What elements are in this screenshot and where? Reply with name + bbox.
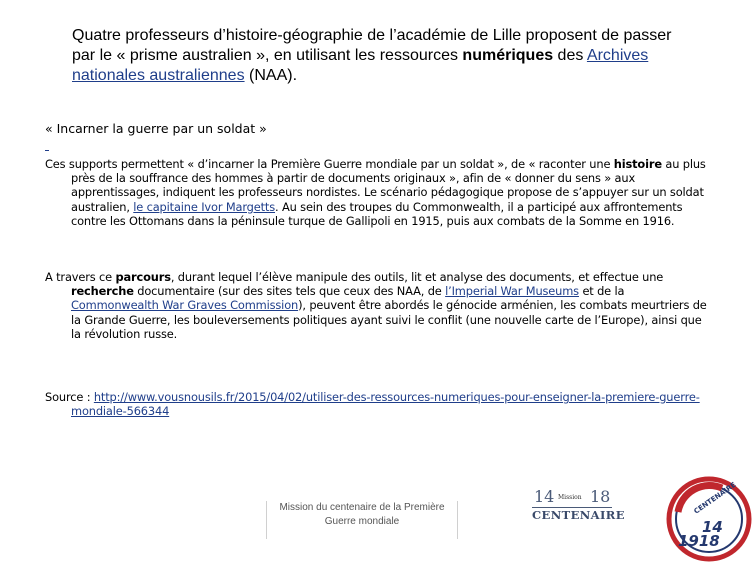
captain-margetts-link[interactable]: le capitaine Ivor Margetts — [133, 199, 276, 214]
p1-text-b: au plus près de la souffrance des hommes à partir de documents originaux », afin de « donner du sens » aux apprentissages, indiquent les professeurs nordistes. Le scénario pédagogique propose de s’appuyer sur un soldat australien, — [71, 157, 706, 214]
intro-paragraph — [72, 26, 682, 86]
p2-text-d: et de la — [578, 284, 625, 299]
p2-text-e: ), peuvent être abordés le génocide arménien, les combats meurtriers de la Grande Guerre, les bouleversements politiques ayant suivi le conflit (une nouvelle carte de l’Europe), ainsi que la révolution russe. — [71, 298, 707, 341]
p1-bold-histoire: histoire — [613, 157, 662, 171]
footer-line-1: Mission du centenaire de la Première — [279, 502, 445, 513]
imperial-war-museums-link[interactable]: l’Imperial War Museums — [445, 284, 579, 299]
cwgc-link[interactable]: Commonwealth War Graves Commission — [71, 298, 299, 313]
p2-text-b: , durant lequel l’élève manipule des outils, lit et analyse des documents, et effectue une — [170, 270, 664, 284]
p1-text-a: Ces supports permettent « d’incarner la Première Guerre mondiale par un soldat », de « raconter une — [45, 157, 614, 171]
intro-bold-numeriques: numériques — [462, 47, 554, 64]
seal-year-a: 14 — [702, 518, 723, 536]
seal-ring-text: CENTENAIRE — [692, 480, 738, 516]
footer-line-2: Guerre mondiale — [324, 516, 400, 527]
logo-mission: Mission — [558, 494, 582, 501]
footer-caption — [266, 501, 458, 539]
source-url-link[interactable]: http://www.vousnousils.fr/2015/04/02/utiliser-des-ressources-numeriques-pour-enseigner-la-premiere-guerre-mondiale-566344 — [71, 390, 700, 419]
intro-text-des: des — [553, 47, 587, 64]
section-heading: « Incarner la guerre par un soldat » — [45, 121, 267, 136]
centenaire-logo — [532, 487, 625, 523]
source-line — [45, 390, 709, 418]
p2-text-c: documentaire (sur des sites tels que ceux des NAA, de — [133, 284, 446, 299]
logo-year-end: 18 — [590, 487, 611, 506]
p1-text-c: . Au sein des troupes du Commonwealth, il a participé aux affrontements contre les Ottomans dans la péninsule turque de Gallipoli en 1915, puis aux combats de la Somme en 1916. — [71, 199, 683, 228]
naa-link[interactable]: Archives nationales australiennes — [72, 47, 649, 84]
intro-tail: (NAA). — [244, 67, 298, 84]
source-label: Source : — [45, 390, 94, 404]
paragraph-parcours — [45, 270, 709, 341]
seal-year-b: 1918 — [678, 532, 720, 550]
intro-text: Quatre professeurs d’histoire-géographie de l’académie de Lille proposent de passer par le « prisme australien », en utilisant les ressources — [72, 27, 672, 64]
p2-bold-recherche: recherche — [71, 284, 134, 299]
logo-year-start: 14 — [534, 487, 555, 506]
centenaire-seal-icon — [664, 474, 754, 564]
paragraph-soldier — [45, 157, 709, 228]
empty-link-underline[interactable] — [45, 142, 49, 151]
p2-text-a: A travers ce — [45, 270, 116, 284]
p2-bold-parcours: parcours — [115, 270, 171, 284]
logo-word: CENTENAIRE — [532, 508, 625, 522]
